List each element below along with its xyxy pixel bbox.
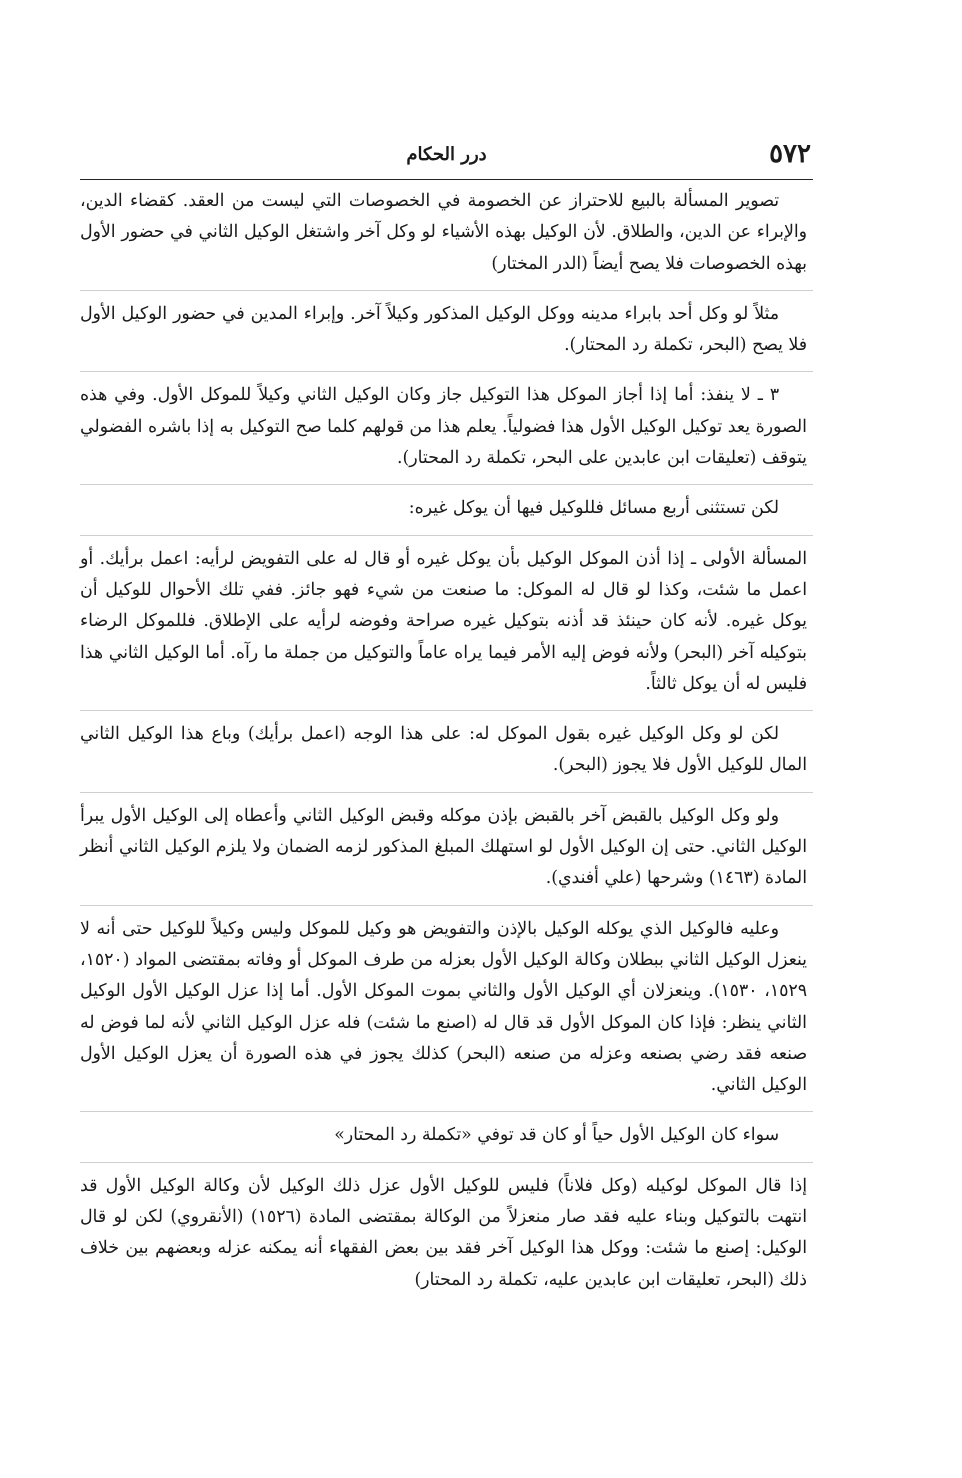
paragraph-divider bbox=[80, 535, 813, 536]
paragraph-divider bbox=[80, 710, 813, 711]
paragraph-divider bbox=[80, 484, 813, 485]
paragraph-divider bbox=[80, 905, 813, 906]
paragraph-2: مثلاً لو وكل أحد بابراء مدينه ووكل الوكيل المذكور وكيلاً آخر. وإبراء المدين في حضور الوكيل الأول فلا يصح (البحر، تكملة رد المحتار). bbox=[80, 303, 807, 356]
paragraph-4: لكن تستثنى أربع مسائل فللوكيل فيها أن يوكل غيره: bbox=[408, 498, 779, 519]
document-body bbox=[80, 186, 813, 1296]
paragraph-9: سواء كان الوكيل الأول حياً أو كان قد توفي «تكملة رد المحتار» bbox=[334, 1125, 779, 1146]
paragraph-7: ولو وكل الوكيل بالقبض آخر بالقبض بإذن موكله وقبض الوكيل الثاني وأعطاه إلى الوكيل الأول يبرأ الوكيل الثاني. حتى إن الوكيل الأول لو استهلك المبلغ المذكور لزمه الضمان ولا يلزم الوكيل الثاني أنظر المادة (١٤٦٣) وشرحها (علي أفندي). bbox=[80, 805, 807, 889]
book-title: درر الحكام bbox=[406, 144, 487, 165]
paragraph-divider bbox=[80, 371, 813, 372]
paragraph-8: وعليه فالوكيل الذي يوكله الوكيل بالإذن والتفويض هو وكيل للموكل وليس وكيلاً للوكيل حتى أنه لا ينعزل الوكيل الثاني ببطلان وكالة الوكيل الأول بعزله من طرف الموكل أو وفاته بمقتضى المواد (١٥٢٠، ١٥٢٩، ١٥٣٠). وينعزلان أي الوكيل الأول والثاني بموت الموكل الأول. أما إذا عزل الوكيل الأول الوكيل الثاني ينظر: فإذا كان الموكل الأول قد قال له (اصنع ما شئت) فله عزل الوكيل الثاني لأنه لما فوض له صنعه فقد رضي بصنعه وعزله من صنعه (البحر) كذلك يجوز في هذه الصورة أن يعزل الوكيل الأول الوكيل الثاني. bbox=[80, 918, 807, 1096]
paragraph-6: لكن لو وكل الوكيل غيره بقول الموكل له: على هذا الوجه (اعمل برأيك) وباع هذا الوكيل الثاني المال للوكيل الأول فلا يجوز (البحر). bbox=[80, 724, 807, 776]
paragraph-5: المسألة الأولى ـ إذا أذن الموكل الوكيل بأن يوكل غيره أو قال له على التفويض لرأيه: اعمل برأيك. أو اعمل ما شئت، وكذا لو قال له الموكل: ما صنعت من شيء فهو جائز. ففي تلك الأحوال للوكيل أن يوكل غيره. لأنه كان حينئذ قد أذنه بتوكيل غيره صراحة وفوضه لرأيه على الإطلاق. فللموكل الرضاء بتوكيله آخر (البحر) ولأنه فوض إليه الأمر فيما يراه عاماً والتوكيل من جملة ما رآه. أما الوكيل الثاني هذا فليس له أن يوكل ثالثاً. bbox=[80, 548, 807, 694]
paragraph-3: ٣ ـ لا ينفذ: أما إذا أجاز الموكل هذا التوكيل جاز وكان الوكيل الثاني وكيلاً للموكل الأول. وفي هذه الصورة يعد توكيل الوكيل الأول هذا فضولياً. يعلم هذا من قولهم كلما صح التوكيل به إذا باشره الفضولي يتوقف (تعليقات ابن عابدين على البحر، تكملة رد المحتار). bbox=[80, 385, 807, 469]
paragraph-divider bbox=[80, 792, 813, 793]
page-number: ٥٧٢ bbox=[769, 139, 811, 169]
paragraph-divider bbox=[80, 1162, 813, 1163]
running-header bbox=[80, 135, 813, 180]
paragraph-10: إذا قال الموكل لوكيله (وكل فلاناً) فليس للوكيل الأول عزل ذلك الوكيل لأن وكالة الوكيل الأول قد انتهت بالتوكيل وبناء عليه فقد صار منعزلاً من الوكالة بمقتضى المادة (١٥٢٦) (الأنقروي) لكن لو قال الوكيل: إصنع ما شئت: ووكل هذا الوكيل آخر فقد بين بعض الفقهاء أنه يمكنه عزله وبعضهم بين خلاف ذلك (البحر، تعليقات ابن عابدين عليه، تكملة رد المحتار) bbox=[80, 1175, 807, 1290]
document-page bbox=[80, 135, 813, 1296]
paragraph-divider bbox=[80, 290, 813, 291]
paragraph-1: تصوير المسألة بالبيع للاحتراز عن الخصومة في الخصوصات التي ليست من العقد. كقضاء الدين، والإبراء عن الدين، والطلاق. لأن الوكيل بهذه الأشياء لو وكل آخر واشتغل الوكيل الثاني في حضور الأول بهذه الخصوصات فلا يصح أيضاً (الدر المختار) bbox=[80, 191, 807, 274]
paragraph-divider bbox=[80, 1111, 813, 1112]
